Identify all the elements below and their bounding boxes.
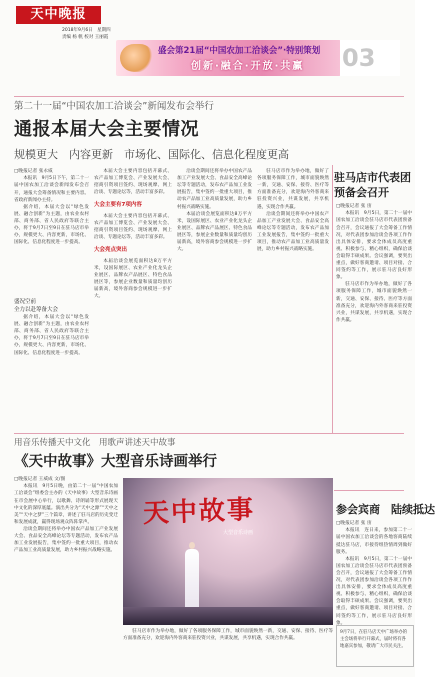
lead-paragraph: 本届洽谈会展览面积达8万平方米，设国际展区、农业产业化龙头企业展区、品牌农产品展区、特色食品展区等，参展企业数量和质量均创历届新高，境外客商参会规模进一步扩大。 — [94, 258, 172, 300]
lead-column-2 — [94, 168, 172, 433]
bottom-paragraph: 洽谈会期间还将举办中国农产品加工产业发展大会、食品安全高峰论坛等专题活动，发布农产品加工业发展报告，集中签约一批重大项目，推动农产品加工业高质量发展，助力乡村振兴战略实施。 — [14, 526, 118, 554]
lead-column-1 — [14, 168, 89, 296]
lead-paragraph: 本届大会主要内容包括开幕式、农产品加工博览会、产业发展大会、招商引资项目签约、现场观摩、网上洽谈、专题论坛等，活动丰富多彩。 — [94, 213, 172, 241]
divider — [334, 490, 404, 491]
divider — [14, 433, 404, 434]
page-number-box — [340, 40, 400, 76]
right-headline: 驻马店市代表团 预备会召开 — [334, 171, 411, 199]
issue-info — [62, 27, 132, 41]
lead-column-3 — [177, 168, 252, 433]
banner-title: 盛会第21届“中国农加工洽谈会”·特别策划 — [158, 46, 321, 56]
lead-column-4 — [257, 168, 329, 433]
column-divider — [332, 165, 333, 433]
page-number: 03 — [342, 44, 376, 72]
bottom-kicker: 用音乐传播天中文化 用歌声讲述天中故事 — [14, 438, 176, 448]
section-heading: 大会主要有7项内容 — [94, 202, 142, 209]
lead-paragraph: 本届大会主要内容包括开幕式、农产品加工博览会、产业发展大会、招商引资项目签约、现场观摩、网上洽谈、专题论坛等，活动丰富多彩。 — [94, 169, 172, 196]
lead-kicker: 第二十一届“中国农加工洽谈会”新闻发布会举行 — [14, 101, 214, 112]
right-paragraph: 本报讯 9月5日，第二十一届中国农加工洽谈会驻马店市代表团预备会召开，会议通报了大会筹备工作情况，对代表团参加洽谈会各项工作作出具体安排，要求全体成员高度重视、积极参与、精心组织，确保洽谈会取得丰硕成果。会议强调，要突出重点，做好客商邀请、项目对接、合同签约等工作，展示驻马店良好形象。 — [336, 211, 412, 281]
lead-column-1b — [14, 298, 89, 431]
lead-paragraph: 驻马店市作为举办地，做好了各项服务保障工作，城市面貌焕然一新，交通、安保、接待、医疗等方面准备充分，欢迎海内外客商来驻投资兴业，共谋发展，共享机遇，实现合作共赢。 — [257, 169, 329, 210]
banner-slogan: 创新·融合·开放·共赢 — [191, 61, 305, 72]
newspaper-logo: 天中晚报 — [16, 6, 101, 24]
lead-paragraph: 洽谈会期间还将举办中国农产品加工产业发展大会、食品安全高峰论坛等专题活动，发布农产品加工业发展报告，集中签约一批重大项目，推动农产品加工业高质量发展，助力乡村振兴战略实施。 — [257, 211, 329, 253]
special-banner — [116, 40, 341, 76]
bottom-headline: 《天中故事》大型音乐诗画举行 — [14, 454, 217, 470]
bottom-paragraph: 驻马店市作为举办地，做好了各项服务保障工作，城市面貌焕然一新，交通、安保、接待、医疗等方面准备充分，欢迎海内外客商来驻投资兴业，共谋发展，共享机遇，实现合作共赢。 — [123, 629, 333, 642]
right-bottom-headline: 参会宾商 陆续抵达 — [336, 503, 435, 516]
stage — [123, 607, 333, 625]
bottom-paragraph: 本报讯 9月5日晚，由第二十一届“中国农加工洽谈会”组委会主办的《天中故事》大型音乐诗画在市会展中心举行，以歌舞、诗朗诵等形式展现天中文化的深厚底蕴。演出共分为“天中之源”“天中之美”“天中之梦”三个篇章，讲述了驻马店的历史变迁和发展成就，赢得现场观众阵阵掌声。 — [14, 484, 118, 525]
photo-calligraphy: 天中故事 — [142, 495, 256, 529]
lead-byline: □晚报记者 张永威 — [14, 169, 53, 174]
lead-paragraph: 据介绍，本届大会以“绿色发展、融合创新”为主题，由农业农村部、商务部、省人民政府等联合主办，将于9月7日至9日在驻马店市举办，规模更大、内容更新，市场化、国际化、信息化程度进一步提高。 — [14, 315, 89, 356]
right-bottom-byline: □晚报记者 张 宙 — [336, 521, 372, 526]
right-bottom-column — [336, 520, 412, 626]
right-byline: □晚报记者 张 宙 — [336, 204, 372, 209]
divider — [14, 96, 404, 97]
lead-paragraph: 本报讯 9月5日下午，第二十一届中国农加工洽谈会新闻发布会召开，通报大会筹备情况和主要内容。省政府新闻办主持。 — [14, 176, 89, 203]
section-heading: 大会亮点突出 — [94, 247, 128, 254]
right-column — [336, 203, 412, 433]
banner-graphic — [120, 44, 154, 72]
bottom-column — [14, 476, 118, 671]
right-bottom-paragraph: 本报讯 9月5日，第二十一届中国农加工洽谈会驻马店市代表团预备会召开，会议通报了大会筹备工作情况，对代表团参加洽谈会各项工作作出具体安排，要求全体成员高度重视、积极参与、精心组织，确保洽谈会取得丰硕成果。会议强调，要突出重点，做好客商邀请、项目对接、合同签约等工作，展示驻马店良好形象。 — [336, 556, 412, 626]
editor-line: 责编 杨 帆 校对 王丽霞 — [62, 35, 109, 40]
lead-paragraph: 据介绍，本届大会以“绿色发展、融合创新”为主题，由农业农村部、商务部、省人民政府等联合主办，将于9月7日至9日在驻马店市举办，规模更大、内容更新，市场化、国际化、信息化程度进一步提高。 — [14, 204, 89, 246]
right-bottom-paragraph: 本报讯 连日来，参加第二十一届中国农加工洽谈会的各地客商陆续抵达驻马店，市接待组热情周到做好服务。 — [336, 528, 412, 555]
notice-box: 9月7日，在驻马店天中广场举办的主会场将举行开幕式，届时将有各地嘉宾参加，敬请广大市民关注。 — [336, 625, 414, 667]
sidebar-title: 盛况空前 全力以赴筹备大会 — [14, 299, 59, 313]
performer-figure — [185, 542, 199, 612]
issue-date: 2018年9月6日 星期四 — [62, 28, 111, 33]
lead-paragraph: 本届洽谈会展览面积达8万平方米，设国际展区、农业产业化龙头企业展区、品牌农产品展区、特色食品展区等，参展企业数量和质量均创历届新高，境外客商参会规模进一步扩大。 — [177, 211, 252, 253]
masthead — [0, 0, 415, 82]
lead-headline: 通报本届大会主要情况 — [14, 119, 199, 140]
lead-subhead: 规模更大 内容更新 市场化、国际化、信息化程度更高 — [14, 148, 289, 161]
performance-photo — [123, 478, 333, 625]
photo-subtitle: 大型音乐诗画 — [223, 530, 254, 536]
lead-paragraph: 洽谈会期间还将举办中国农产品加工产业发展大会、食品安全高峰论坛等专题活动，发布农产品加工业发展报告，集中签约一批重大项目，推动农产品加工业高质量发展，助力乡村振兴战略实施。 — [177, 169, 252, 210]
right-paragraph: 驻马店市作为举办地，做好了各项服务保障工作，城市面貌焕然一新，交通、安保、接待、医疗等方面准备充分，欢迎海内外客商来驻投资兴业，共谋发展，共享机遇，实现合作共赢。 — [336, 282, 412, 323]
photo-caption-column — [123, 628, 333, 671]
bottom-byline: □晚报记者 王威成 文/图 — [14, 477, 66, 482]
